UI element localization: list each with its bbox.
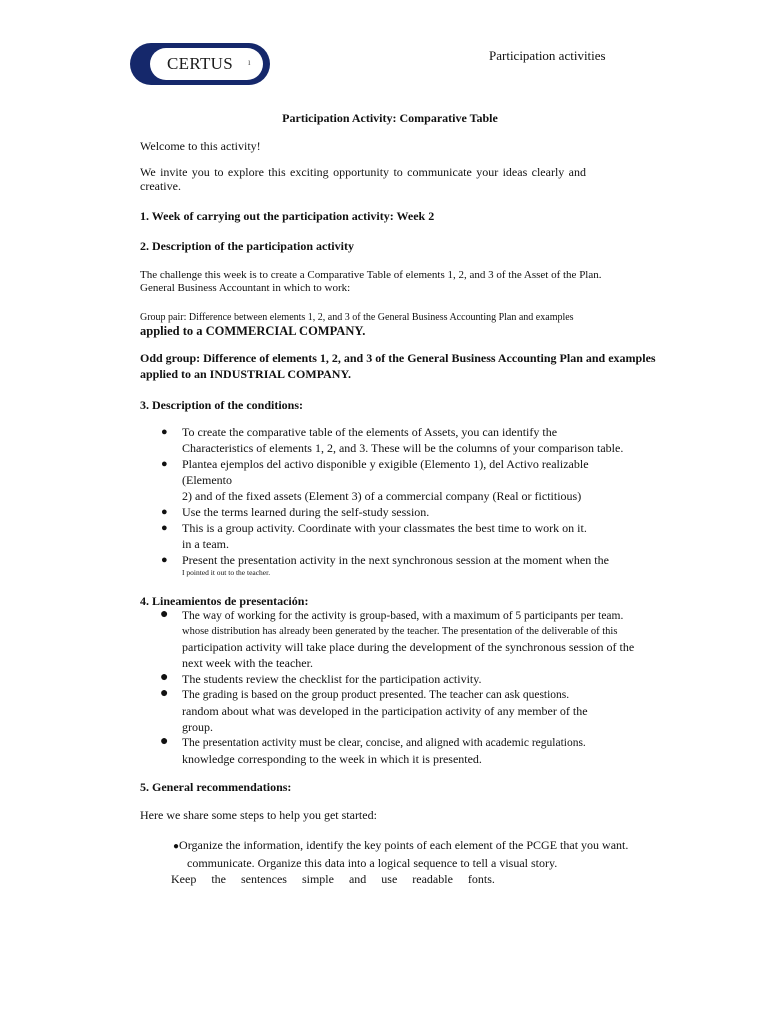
condition-item: [140, 552, 638, 578]
document-body: [140, 111, 656, 887]
guideline-line: knowledge corresponding to the week in which it is presented.: [182, 752, 482, 766]
guideline-line: The way of working for the activity is group-based, with a maximum of 5 participants per team.: [182, 610, 624, 622]
guideline-line: random about what was developed in the participation activity of any member of the: [182, 704, 588, 718]
condition-line: in a team.: [182, 537, 229, 551]
section-2-heading: 2. Description of the participation activity: [140, 239, 354, 253]
recommendation-text: Organize the information, identify the key points of each element of the PCGE that you want.: [179, 838, 629, 852]
guideline-line: group.: [182, 720, 213, 734]
group-pair-line-1: Group pair: Difference between elements 1, 2, and 3 of the General Business Accounting Plan and examples: [140, 312, 574, 323]
guideline-line: participation activity will take place during the development of the synchronous session of the: [182, 640, 635, 654]
guidelines-list: [140, 608, 640, 767]
guideline-line: The grading is based on the group product presented. The teacher can ask questions.: [182, 689, 570, 701]
header-label: Participation activities: [489, 48, 606, 63]
section-5-heading: 5. General recommendations:: [140, 780, 292, 794]
bullet-icon: ●: [160, 734, 169, 749]
bullet-icon: ●: [161, 426, 168, 438]
bullet-icon: ●: [161, 506, 168, 518]
condition-line: 2) and of the fixed assets (Element 3) of a commercial company (Real or fictitious): [182, 489, 582, 503]
condition-line: To create the comparative table of the elements of Assets, you can identify the: [182, 425, 558, 439]
condition-line: This is a group activity. Coordinate with your classmates the best time to work on it.: [182, 521, 587, 535]
condition-item: [140, 504, 638, 520]
logo-text: CERTUS: [167, 54, 233, 73]
conditions-list: [140, 424, 638, 578]
condition-item: [140, 520, 638, 552]
condition-line: Present the presentation activity in the next synchronous session at the moment when the: [182, 553, 609, 567]
challenge-line-1: The challenge this week is to create a Comparative Table of elements 1, 2, and 3 of the Asset of the Plan.: [140, 269, 602, 281]
recommendation-line: communicate. Organize this data into a logical sequence to tell a visual story.: [187, 856, 558, 870]
steps-intro: Here we share some steps to help you get started:: [140, 808, 377, 822]
group-pair-line-2: applied to a COMMERCIAL COMPANY.: [140, 324, 366, 338]
section-4-heading: 4. Lineamientos de presentación:: [140, 594, 309, 608]
recommendation-line: [173, 837, 695, 855]
bullet-icon: ●: [160, 607, 169, 622]
logo-inner: [150, 48, 263, 80]
guideline-line: next week with the teacher.: [182, 656, 313, 670]
section-3-heading: 3. Description of the conditions:: [140, 398, 303, 412]
condition-item: [140, 424, 638, 456]
guideline-item: [140, 671, 640, 687]
condition-item: [140, 456, 638, 504]
invite-text: We invite you to explore this exciting opportunity to communicate your ideas clearly and creative.: [140, 165, 586, 193]
bullet-icon: ●: [173, 841, 180, 852]
guideline-item: [140, 687, 640, 735]
certus-logo: [130, 43, 270, 85]
bullet-icon: ●: [160, 670, 169, 685]
guideline-line: The students review the checklist for the participation activity.: [182, 672, 482, 686]
recommendation-block: [140, 837, 695, 887]
recommendation-line: Keep the sentences simple and use readable fonts.: [171, 872, 495, 886]
challenge-line-2: General Business Accountant in which to work:: [140, 282, 351, 294]
condition-line: Plantea ejemplos del activo disponible y exigible (Elemento 1), del Activo realizable (Elemento: [182, 457, 589, 487]
bullet-icon: ●: [161, 522, 168, 534]
condition-line: I pointed it out to the teacher.: [182, 568, 271, 577]
condition-line: Characteristics of elements 1, 2, and 3. These will be the columns of your comparison table.: [182, 441, 624, 455]
section-1-heading: 1. Week of carrying out the participation activity: Week 2: [140, 209, 435, 223]
odd-group-text: Odd group: Difference of elements 1, 2, and 3 of the General Business Accounting Plan and examples applied to an INDUSTRIAL COMPANY.: [140, 351, 656, 381]
guideline-item: [140, 608, 640, 671]
bullet-icon: ●: [160, 686, 169, 701]
document-title: Participation Activity: Comparative Table: [282, 111, 498, 125]
condition-line: Use the terms learned during the self-study session.: [182, 505, 430, 519]
guideline-line: The presentation activity must be clear, concise, and aligned with academic regulations.: [182, 737, 586, 749]
welcome-text: Welcome to this activity!: [140, 139, 261, 153]
bullet-icon: ●: [161, 458, 168, 470]
logo-mark: ı: [248, 57, 251, 67]
bullet-icon: ●: [161, 554, 168, 566]
guideline-item: [140, 735, 640, 767]
guideline-line: whose distribution has already been generated by the teacher. The presentation of the deliverable of this: [182, 626, 618, 637]
